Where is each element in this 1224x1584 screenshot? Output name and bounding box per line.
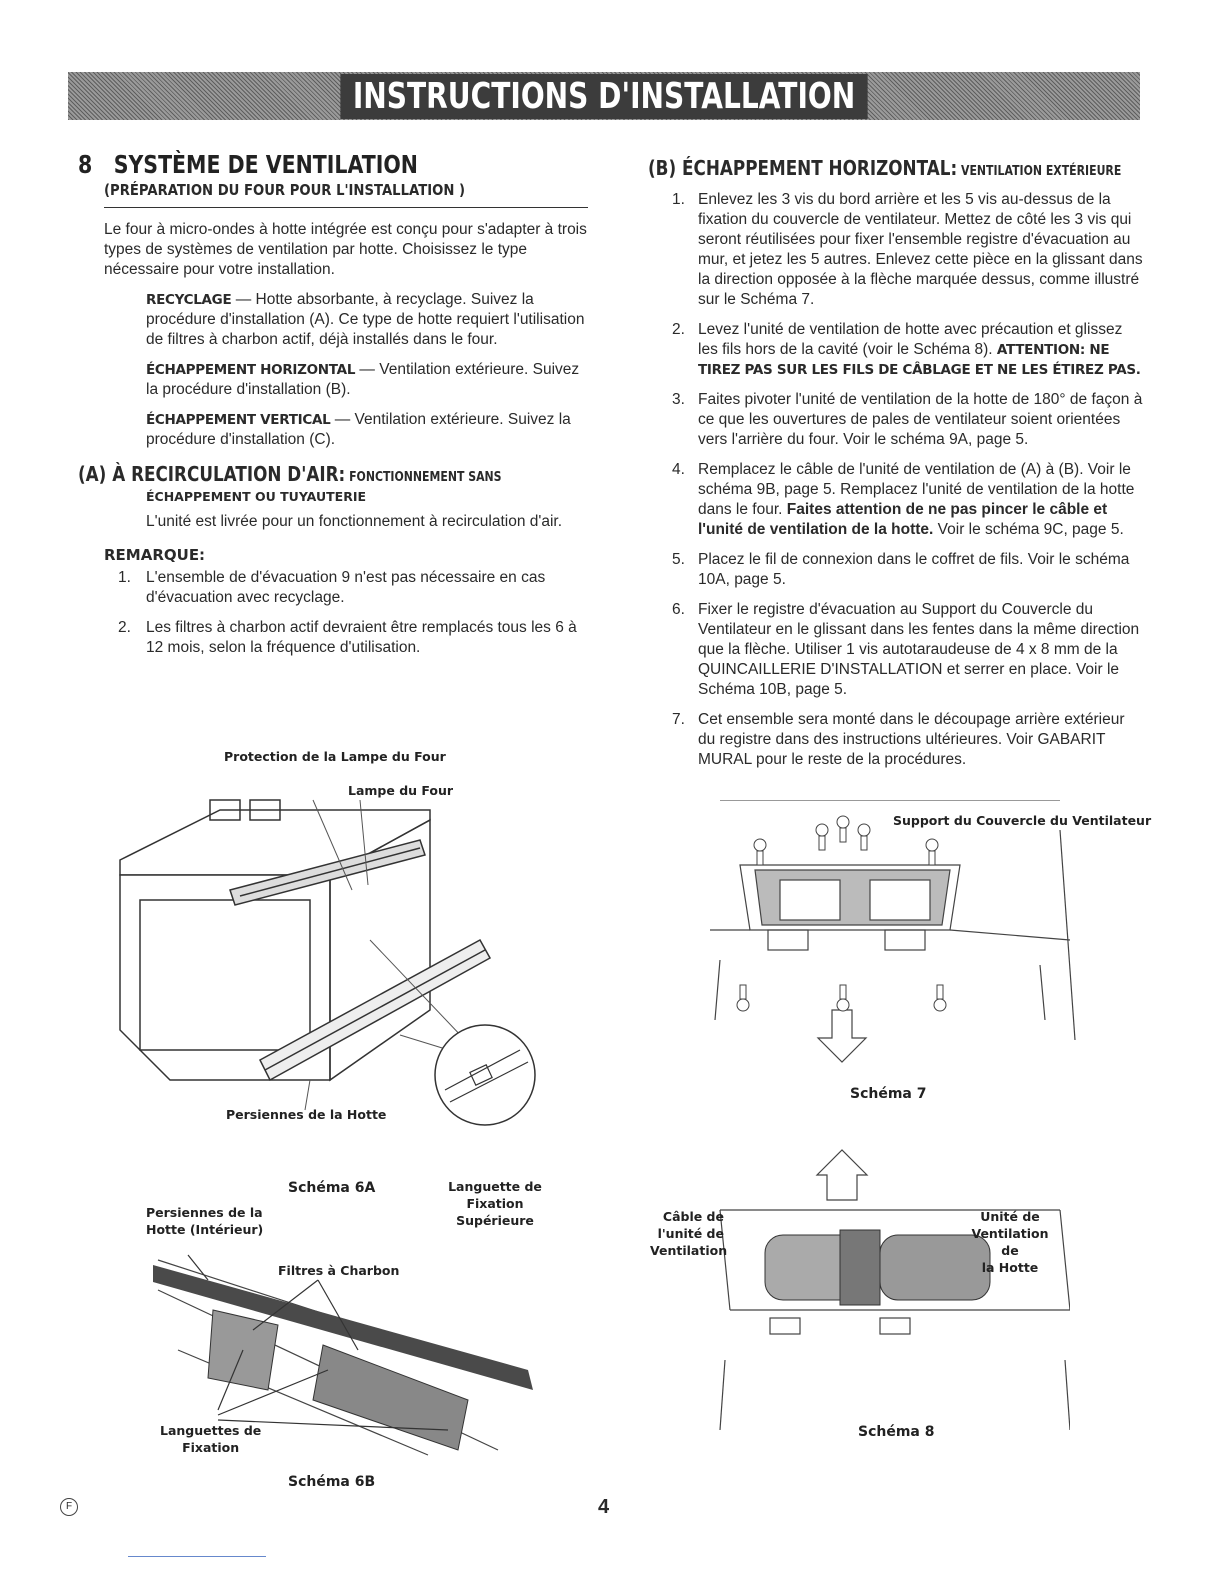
list-item: 2. Levez l'unité de ventilation de hotte avec précaution et glissez les fils hors de la cavité (voir le Schéma 8). ATTENTION: NE TIREZ PAS SUR LES FILS DE CÂBLAGE ET NE LES ÉTIREZ PAS. xyxy=(672,321,1141,378)
section-number: 8 xyxy=(78,150,93,179)
section-b-steps xyxy=(648,190,1144,770)
label-cable: Câble de l'unité de Ventilation xyxy=(650,1209,728,1258)
section-subtitle: (PRÉPARATION DU FOUR POUR L'INSTALLATION ) xyxy=(104,181,466,199)
schema-6b-caption: Schéma 6B xyxy=(288,1474,376,1490)
language-mark: F xyxy=(60,1498,78,1516)
schema-6a-illustration xyxy=(100,780,580,1140)
section-b-heading: (B) ÉCHAPPEMENT HORIZONTAL: VENTILATION EXTÉRIEURE xyxy=(648,156,1122,180)
schema-8-illustration xyxy=(710,1140,1070,1430)
list-item: 2. Les filtres à charbon actif devraient être remplacés tous les 6 à 12 mois, selon la fréquence d'utilisation. xyxy=(118,619,577,656)
label-charcoal-filters: Filtres à Charbon xyxy=(278,1263,400,1278)
intro-paragraph: Le four à micro-ondes à hotte intégrée est conçu pour s'adapter à trois types de systèmes de ventilation par hotte. Choisissez le type nécessaire pour votre installation. xyxy=(104,221,587,278)
schema-8-caption: Schéma 8 xyxy=(858,1424,935,1440)
section-a-body: L'unité est livrée pour un fonctionnement à recirculation d'air. xyxy=(146,513,563,530)
schema-7-caption: Schéma 7 xyxy=(850,1086,927,1102)
label-fan-unit: Unité de Ventilation de la Hotte xyxy=(971,1209,1049,1275)
label-tabs: Languettes de Fixation xyxy=(160,1423,262,1455)
list-item: 7. Cet ensemble sera monté dans le découpage arrière extérieur du registre dans des instructions ultérieures. Voir GABARIT MURAL pour le reste de la procédures. xyxy=(672,711,1125,768)
section-a-subtitle: ÉCHAPPEMENT OU TUYAUTERIE xyxy=(146,489,367,504)
label-lamp-protection: Protection de la Lampe du Four xyxy=(224,749,446,764)
label-louvers-interior: Persiennes de la Hotte (Intérieur) xyxy=(146,1205,264,1237)
list-item: 1. L'ensemble de d'évacuation 9 n'est pas nécessaire en cas d'évacuation avec recyclage. xyxy=(118,569,546,606)
header-banner xyxy=(68,72,1140,120)
list-item: 4. Remplacez le câble de l'unité de ventilation de (A) à (B). Voir le schéma 9B, page 5. Remplacez l'unité de ventilation de la hotte dans le four. Faites attention de ne pas pincer le câble et l'unité de ventilation de la hotte. Voir le schéma 9C, page 5. xyxy=(672,461,1135,538)
note-list xyxy=(78,568,588,658)
right-column xyxy=(648,150,1144,780)
section-8-heading xyxy=(78,150,496,179)
page-title: INSTRUCTIONS D'INSTALLATION xyxy=(340,74,867,119)
label-tab: Languette de Fixation Supérieure xyxy=(448,1179,542,1228)
divider xyxy=(104,207,588,208)
page-number: 4 xyxy=(598,1496,610,1518)
label-lamp: Lampe du Four xyxy=(348,783,454,798)
schema-7-illustration xyxy=(700,800,1140,1080)
list-item: 5. Placez le fil de connexion dans le coffret de fils. Voir le schéma 10A, page 5. xyxy=(672,551,1130,588)
list-item: 1. Enlevez les 3 vis du bord arrière et les 5 vis au-dessus de la fixation du couvercle de ventilateur. Mettez de côté les 3 vis qui seront réutilisées pour fixer l'ensemble registre d'évacuation au mur, et jetez les 5 autres. Enlevez cette pièce en la glissant dans la direction opposée à la flèche marquée dessus, comme illustré sur le Schéma 7. xyxy=(672,191,1143,308)
section-a-heading: (A) À RECIRCULATION D'AIR: FONCTIONNEMENT SANS xyxy=(78,462,502,486)
note-label: REMARQUE: xyxy=(104,546,206,564)
type-vertical: ÉCHAPPEMENT VERTICAL — Ventilation extérieure. Suivez la procédure d'installation (C). xyxy=(146,411,571,448)
list-item: 6. Fixer le registre d'évacuation au Support du Couvercle du Ventilateur en le glissant dans les fentes dans la même direction que la flèche. Utiliser 1 vis autotaraudeuse de 4 x 8 mm de la QUINCAILLERIE D'INSTALLATION et serrer en place. Voir le Schéma 10B, page 5. xyxy=(672,601,1140,698)
footer-line xyxy=(128,1556,266,1557)
list-item: 3. Faites pivoter l'unité de ventilation de la hotte de 180° de façon à ce que les ouvertures de pales de ventilateur soient orientées vers l'arrière du four. Voir le schéma 9A, page 5. xyxy=(672,391,1143,448)
section-title: SYSTÈME DE VENTILATION xyxy=(113,150,418,179)
schema-6a-caption: Schéma 6A xyxy=(288,1180,376,1196)
label-fan-cover-support: Support du Couvercle du Ventilateur xyxy=(893,813,1152,828)
type-horizontal: ÉCHAPPEMENT HORIZONTAL — Ventilation extérieure. Suivez la procédure d'installation (B). xyxy=(146,361,580,398)
left-column xyxy=(78,150,588,668)
type-recycling: RECYCLAGE — Hotte absorbante, à recyclage. Suivez la procédure d'installation (A). Ce type de hotte requiert l'utilisation de filtres à charbon actif, déjà installés dans le four. xyxy=(146,291,585,348)
label-louvers: Persiennes de la Hotte xyxy=(226,1107,387,1122)
